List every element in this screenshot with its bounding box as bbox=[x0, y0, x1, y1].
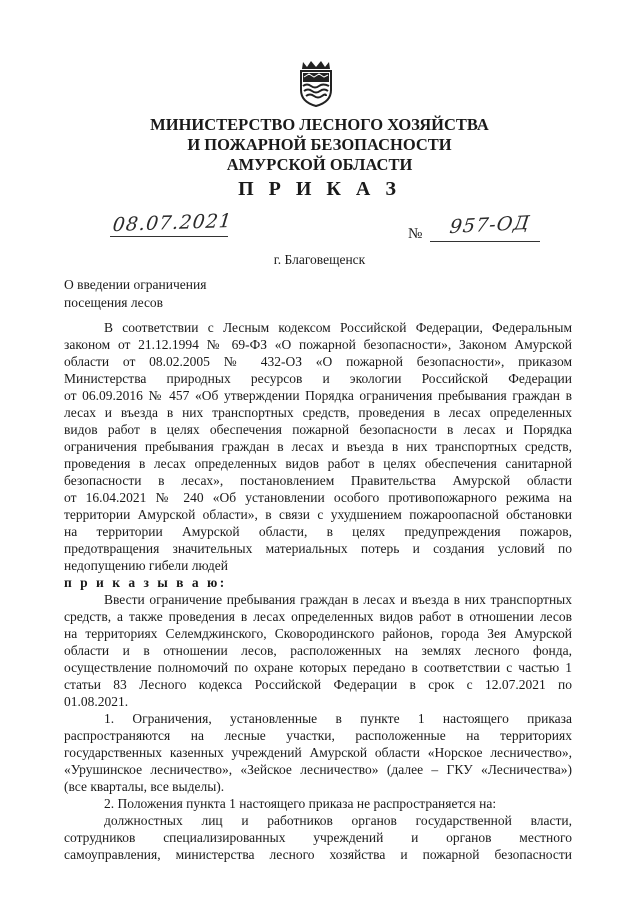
text-line: области от 08.02.2005 № 432-ОЗ «О пожарной безопасности», приказом bbox=[64, 354, 572, 369]
text-line: 01.08.2021. bbox=[64, 694, 129, 709]
text-line: территории Амурской области», в связи с ухудшением пожароопасной обстановки bbox=[64, 507, 572, 522]
text-line: области и в отношении лесов, расположенных на землях лесного фонда, bbox=[64, 643, 572, 658]
text-line: Министерства природных ресурсов и экологии Российской Федерации bbox=[64, 371, 572, 386]
ministry-header bbox=[0, 115, 639, 175]
handwritten-number: 957-ОД bbox=[448, 211, 532, 239]
document-type-title: П Р И К А З bbox=[238, 178, 401, 200]
order-item-1 bbox=[64, 710, 572, 795]
text-line: государственных казенных учреждений Амурской области «Норское лесничество», bbox=[64, 745, 572, 760]
text-line: законом от 21.12.1994 № 69-ФЗ «О пожарной безопасности», Законом Амурской bbox=[64, 337, 572, 352]
text-line: самоуправления, министерства лесного хозяйства и пожарной безопасности bbox=[64, 847, 572, 862]
preamble-paragraph bbox=[64, 319, 572, 591]
ministry-line: И ПОЖАРНОЙ БЕЗОПАСНОСТИ bbox=[187, 135, 452, 154]
text-line: должностных лиц и работников органов государственной власти, bbox=[104, 813, 572, 828]
text-line: распространяются на лесные участки, расположенные на территориях bbox=[64, 728, 572, 743]
date-underline bbox=[110, 236, 228, 237]
text-line: средств, а также проведения в лесах определенных видов работ в отношении лесов bbox=[64, 609, 572, 624]
text-line: на территории Амурской области, в целях предупреждения пожаров, bbox=[64, 524, 572, 539]
text-line: от 16.04.2021 № 240 «Об установлении особого противопожарного режима на bbox=[64, 490, 572, 505]
text-line: 2. Положения пункта 1 настоящего приказа не распространяется на: bbox=[104, 796, 497, 811]
text-line: на территориях Селемджинского, Сковородинского районов, города Зея Амурской bbox=[64, 626, 572, 641]
text-line: лесах и въезда в них транспортных средств, проведения в лесах определенных bbox=[64, 405, 572, 420]
text-line: видов работ в целях обеспечения пожарной безопасности в лесах и Порядка bbox=[64, 422, 572, 437]
text-line: 1. Ограничения, установленные в пункте 1 настоящего приказа bbox=[104, 711, 572, 726]
number-underline bbox=[430, 241, 540, 242]
text-line: безопасности в лесах», постановлением Правительства Амурской области bbox=[64, 473, 572, 488]
order-subject bbox=[64, 276, 206, 312]
order-item-2 bbox=[64, 795, 572, 863]
city-name: г. Благовещенск bbox=[273, 252, 366, 267]
text-line: от 06.09.2016 № 457 «Об утверждении Порядка ограничения пребывания граждан в bbox=[64, 388, 572, 403]
text-line: предотвращения значительных материальных потерь и создания условий по bbox=[64, 541, 572, 556]
subject-line: посещения лесов bbox=[64, 295, 164, 310]
handwritten-date: 08.07.2021 bbox=[111, 209, 234, 237]
text-line: Ввести ограничение пребывания граждан в лесах и въезда в них транспортных bbox=[104, 592, 572, 607]
order-item-intro bbox=[64, 591, 572, 710]
text-line: проведения в лесах определенных видов работ в целях обеспечения санитарной bbox=[64, 456, 572, 471]
text-line: недопущению гибели людей bbox=[64, 558, 228, 573]
text-line: (все кварталы, все выделы). bbox=[64, 779, 225, 794]
number-label: № bbox=[408, 226, 423, 242]
ministry-line: МИНИСТЕРСТВО ЛЕСНОГО ХОЗЯЙСТВА bbox=[150, 115, 489, 134]
ministry-line: АМУРСКОЙ ОБЛАСТИ bbox=[226, 155, 413, 174]
text-line: ограничения пребывания граждан в лесах и въезда в них транспортных средств, bbox=[64, 439, 572, 454]
text-line: В соответствии с Лесным кодексом Российской Федерации, Федеральным bbox=[104, 320, 572, 335]
text-line: статьи 83 Лесного кодекса Российской Федерации в срок с 12.07.2021 по bbox=[64, 677, 572, 692]
text-line: осуществление полномочий по охране которых передано в соответствии с частью 1 bbox=[64, 660, 572, 675]
text-line: сотрудников специализированных учреждений и органов местного bbox=[64, 830, 572, 845]
subject-line: О введении ограничения bbox=[64, 277, 207, 292]
coat-of-arms-emblem bbox=[297, 58, 335, 108]
order-command-word: п р и к а з ы в а ю: bbox=[64, 575, 227, 590]
text-line: «Урушинское лесничество», «Зейское лесничество» (далее – ГКУ «Лесничества») bbox=[64, 762, 572, 777]
